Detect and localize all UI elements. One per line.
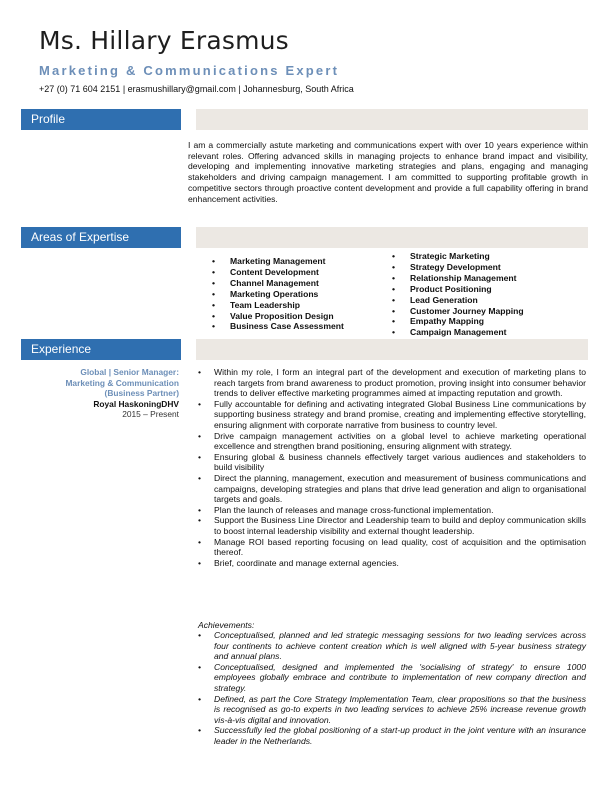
list-item: • Empathy Mapping bbox=[392, 316, 524, 327]
experience-heading: Experience bbox=[21, 339, 181, 360]
job-dates: 2015 – Present bbox=[122, 409, 179, 420]
list-item: • Channel Management bbox=[212, 278, 344, 289]
expertise-list-left bbox=[212, 256, 344, 332]
profile-heading: Profile bbox=[21, 109, 181, 130]
job-role: Global | Senior Manager: bbox=[80, 367, 179, 377]
list-item: • Support the Business Line Director and Leadership team to build and deploy communication skills to boost internal leadership visibility and external thought leadership. bbox=[198, 515, 586, 536]
list-item: • Direct the planning, management, execution and measurement of business communications and campaigns, developing strategies and plans that drive lead generation and align to organisational targets and goals. bbox=[198, 473, 586, 505]
achievements-title: Achievements: bbox=[198, 620, 255, 630]
list-item: • Lead Generation bbox=[392, 295, 524, 306]
list-item: • Campaign Management bbox=[392, 327, 524, 338]
expertise-heading: Areas of Expertise bbox=[21, 227, 181, 248]
list-item: • Ensuring global & business channels effectively target various audiences and stakeholders to build visibility bbox=[198, 452, 586, 473]
list-item: • Conceptualised, designed and implemented the 'socialising of strategy' to ensure 1000 employees globally embrace and contribute to implementation of new company direction and strategy. bbox=[198, 662, 586, 694]
list-item: • Product Positioning bbox=[392, 284, 524, 295]
company-name: Royal HaskoningDHV bbox=[93, 398, 179, 409]
list-item: • Strategy Development bbox=[392, 262, 524, 273]
job-role-cont: (Business Partner) bbox=[104, 388, 179, 399]
achievements-list bbox=[198, 630, 586, 747]
profile-text: I am a commercially astute marketing and communications expert with over 10 years experience within relevant roles. Offering advanced skills in managing projects to enhance brand impact and visibility, developing and implementing innovative marketing strategies and plans, engaging and managing stakeholders and driving campaign management. I am committed to supporting profitable growth in competitive sectors through proactive content development and provide a full capability offering in brand enhancement activities. bbox=[188, 140, 588, 204]
expertise-heading-bar bbox=[196, 227, 588, 248]
list-item: • Business Case Assessment bbox=[212, 321, 344, 332]
job-role-cont: Marketing & Communication bbox=[65, 377, 179, 388]
experience-heading-bar bbox=[196, 339, 588, 360]
contact-line: +27 (0) 71 604 2151 | erasmushillary@gmail.com | Johannesburg, South Africa bbox=[39, 84, 354, 94]
profile-heading-bar bbox=[196, 109, 588, 130]
list-item: • Marketing Management bbox=[212, 256, 344, 267]
list-item: • Content Development bbox=[212, 267, 344, 278]
list-item: • Strategic Marketing bbox=[392, 251, 524, 262]
list-item: • Conceptualised, planned and led strategic messaging sessions for two leading services across four continents to achieve content creation which is well aligned with 5-year business strategy and annual plans. bbox=[198, 630, 586, 662]
list-item: • Team Leadership bbox=[212, 300, 344, 311]
list-item: • Relationship Management bbox=[392, 273, 524, 284]
list-item: • Marketing Operations bbox=[212, 289, 344, 300]
list-item: • Brief, coordinate and manage external agencies. bbox=[198, 558, 586, 569]
list-item: • Customer Journey Mapping bbox=[392, 306, 524, 317]
list-item: • Fully accountable for defining and activating integrated Global Business Line communications by supporting business strategy and brand promise, creating and implementing effective storytelling, ensuring alignment with corporate narrative from business to country level. bbox=[198, 399, 586, 431]
list-item: • Plan the launch of releases and manage cross-functional implementation. bbox=[198, 505, 586, 516]
list-item: • Manage ROI based reporting focusing on lead quality, cost of acquisition and the optimisation thereof. bbox=[198, 537, 586, 558]
list-item: • Successfully led the global positioning of a start-up product in the joint venture with an insurance leader in the Netherlands. bbox=[198, 725, 586, 746]
list-item: • Drive campaign management activities on a global level to achieve marketing operational excellence and strengthen brand positioning, ensuring alignment with strategy. bbox=[198, 431, 586, 452]
expertise-list-right bbox=[392, 251, 524, 338]
job-summary bbox=[9, 367, 179, 420]
candidate-name: Ms. Hillary Erasmus bbox=[39, 26, 289, 55]
list-item: • Value Proposition Design bbox=[212, 311, 344, 322]
list-item: • Within my role, I form an integral part of the development and execution of marketing plans to reach targets from brand awareness to product promotion, proving insight into consumer behavior trends to deliver effective marketing programmes aimed at impacting reputation and growth. bbox=[198, 367, 586, 399]
professional-title: Marketing & Communications Expert bbox=[39, 63, 340, 78]
list-item: • Defined, as part the Core Strategy Implementation Team, clear propositions so that the business is recognised as go-to experts in two leading services to achieve 25% increase revenue growth vis-à-vis digital and innovation. bbox=[198, 694, 586, 726]
duties-list bbox=[198, 367, 586, 568]
